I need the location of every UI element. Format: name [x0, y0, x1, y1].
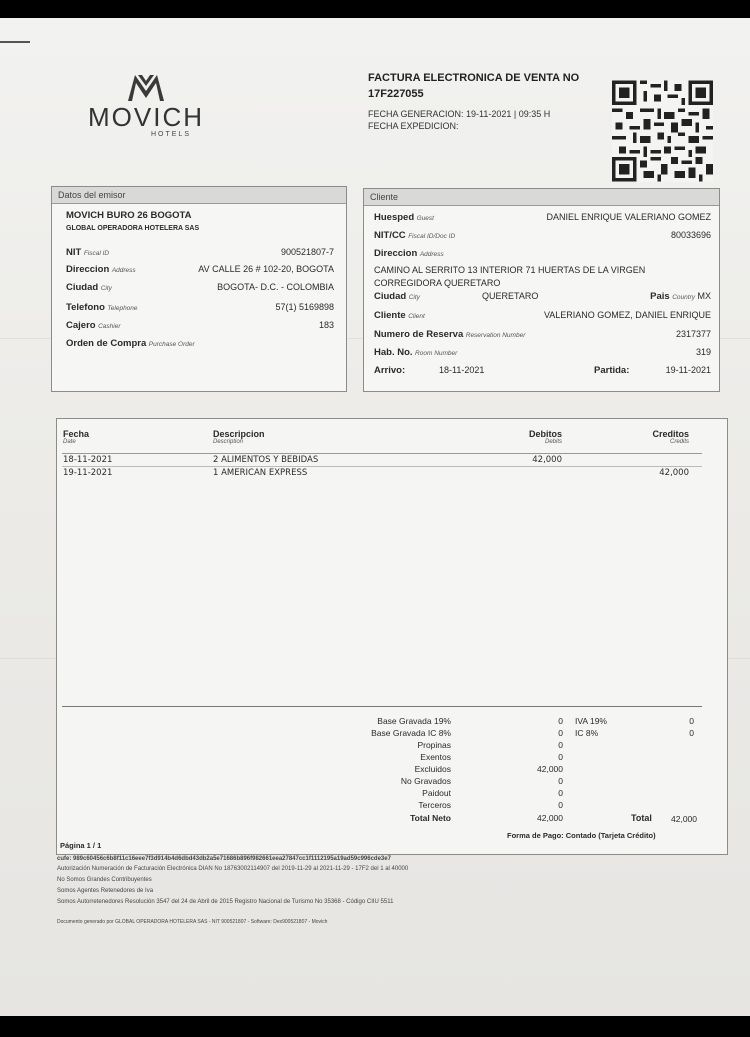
movich-m-logo-icon: [126, 73, 166, 103]
total-label-2: Base Gravada IC 8%: [371, 728, 451, 738]
total-label-1: Base Gravada 19%: [377, 716, 451, 726]
totals-divider: [62, 706, 702, 707]
departure-label: Partida:: [594, 365, 630, 376]
issuer-nit-label: NIT Fiscal ID: [66, 247, 110, 258]
reservation-number: 2317377: [675, 329, 711, 339]
client-nit-label: NIT/CC Fiscal ID/Doc ID: [374, 230, 456, 241]
invoice-number: 17F227055: [368, 88, 424, 100]
invoice-header: [368, 70, 593, 132]
table-row-1-debit: 42,000: [532, 455, 562, 465]
page-number: Página 1 / 1: [60, 841, 102, 850]
col-debit-header: Debitos Debits: [528, 429, 562, 445]
table-row-2-desc: 1 AMERICAN EXPRESS: [213, 468, 308, 478]
table-row-2-date: 19-11-2021: [63, 468, 113, 478]
issuer-address: AV CALLE 26 # 102-20, BOGOTA: [198, 264, 334, 274]
col-credit-header: Creditos Credits: [652, 429, 689, 445]
iva-label: IVA 19%: [575, 716, 607, 726]
contributor-status: No Somos Grandes Contribuyentes: [57, 877, 152, 883]
issuer-tel: 57(1) 5169898: [275, 302, 334, 312]
total-value-2: 0: [558, 728, 563, 738]
issuer-header: Datos del emisor: [52, 187, 346, 204]
iva-retention: Somos Agentes Retenedores de Iva: [57, 888, 154, 894]
issuer-cashier: 183: [318, 320, 334, 330]
total-label-6: No Gravados: [400, 776, 451, 786]
table-row-1-date: 18-11-2021: [63, 455, 113, 465]
issuer-cashier-label: Cajero Cashier: [66, 320, 121, 331]
client-address-line2: CORREGIDORA QUERETARO: [374, 278, 501, 288]
total-value-3: 0: [558, 740, 563, 750]
items-table: [56, 418, 728, 855]
issuer-tel-label: Telefono Telephone: [66, 302, 138, 313]
invoice-title: FACTURA ELECTRONICA DE VENTA NO: [368, 72, 580, 84]
generation-date: FECHA GENERACION: 19-11-2021 | 09:35 H: [368, 109, 551, 119]
client-country: Pais Country MX: [650, 291, 711, 302]
issuer-company: MOVICH BURO 26 BOGOTA: [66, 210, 192, 221]
room-label: Hab. No. Room Number: [374, 347, 458, 358]
total-label-3: Propinas: [417, 740, 451, 750]
grand-total-value: 42,000: [671, 814, 697, 824]
total-value-5: 42,000: [537, 764, 563, 774]
logo-name: MOVICH: [88, 102, 204, 132]
row-divider: [62, 466, 702, 467]
total-value-4: 0: [558, 752, 563, 762]
guest-name: DANIEL ENRIQUE VALERIANO GOMEZ: [546, 212, 711, 222]
cufe-code: cufe: 989c60456c6b8f11c16eee7f3d914b4d6dbd43db2a5e71686b896f982661eea27847cc1f1112195a19ad59c996cde3e7: [57, 856, 391, 862]
total-label-5: Excluidos: [414, 764, 451, 774]
client-address-line1: CAMINO AL SERRITO 13 INTERIOR 71 HUERTAS DE LA VIRGEN: [374, 265, 646, 275]
payment-method: Forma de Pago: Contado (Tarjeta Crédito): [507, 831, 656, 840]
header-divider: [62, 453, 702, 454]
total-label-7: Paidout: [422, 788, 451, 798]
reservation-label: Numero de Reserva Reservation Number: [374, 329, 526, 340]
table-row-1-desc: 2 ALIMENTOS Y BEBIDAS: [213, 455, 319, 465]
issuer-group: GLOBAL OPERADORA HOTELERA SAS: [66, 225, 200, 232]
col-date-header: Fecha Date: [63, 429, 90, 445]
client-addr-label: Direccion Address: [374, 248, 444, 259]
qr-code-icon: [612, 73, 713, 189]
ic-value: 0: [689, 728, 694, 738]
movich-logo: [76, 73, 216, 138]
iva-value: 0: [689, 716, 694, 726]
total-label-8: Terceros: [418, 800, 451, 810]
client-box: [363, 188, 720, 392]
issuer-city: BOGOTA- D.C. - COLOMBIA: [217, 282, 334, 292]
logo-sub: HOTELS: [150, 131, 191, 138]
arrival-date: 18-11-2021: [439, 365, 485, 375]
dian-authorization: Autorización Numeración de Facturación Electrónica DIAN No 18763002114907 del 2019-11-29 al 2021-11-29 - 17F2 del 1 al 40000: [57, 866, 409, 872]
room-number: 319: [695, 347, 711, 357]
ic-label: IC 8%: [575, 728, 599, 738]
client-city-label: Ciudad City: [374, 291, 420, 302]
guest-label: Huesped Guest: [374, 212, 434, 223]
client-nit: 80033696: [670, 230, 711, 240]
issuer-city-label: Ciudad City: [66, 282, 112, 293]
expedition-date: FECHA EXPEDICION:: [368, 121, 459, 131]
total-label-4: Exentos: [420, 752, 451, 762]
col-desc-header: Descripcion Description: [213, 429, 265, 445]
total-value-1: 0: [558, 716, 563, 726]
issuer-order-label: Orden de Compra Purchase Order: [66, 338, 195, 349]
issuer-nit: 900521807-7: [280, 247, 334, 257]
total-value-6: 0: [558, 776, 563, 786]
client-name: VALERIANO GOMEZ, DANIEL ENRIQUE: [543, 310, 711, 320]
issuer-addr-label: Direccion Address: [66, 264, 136, 275]
table-row-2-credit: 42,000: [659, 468, 689, 478]
client-city: QUERETARO: [482, 291, 539, 301]
total-neto-value: 42,000: [537, 813, 563, 823]
client-header: Cliente: [364, 189, 719, 206]
resolution-info: Somos Autorretenedores Resolución 3547 del 24 de Abril de 2015 Registro Nacional de Turismo No 35368 - Código CIIU 5511: [57, 899, 394, 905]
total-neto-label: Total Neto: [410, 813, 451, 823]
arrival-label: Arrivo:: [374, 365, 406, 376]
grand-total-label: Total: [631, 813, 652, 823]
departure-date: 19-11-2021: [665, 365, 711, 375]
issuer-box: [51, 186, 347, 392]
generated-by: Documento generado por GLOBAL OPERADORA HOTELERA SAS - NIT 900521807 - Software: Dex900521807 - Movich: [57, 919, 328, 925]
total-value-7: 0: [558, 788, 563, 798]
invoice-paper: [0, 18, 750, 1016]
total-value-8: 0: [558, 800, 563, 810]
client-label: Cliente Client: [374, 310, 425, 321]
fold-mark: [0, 41, 30, 43]
